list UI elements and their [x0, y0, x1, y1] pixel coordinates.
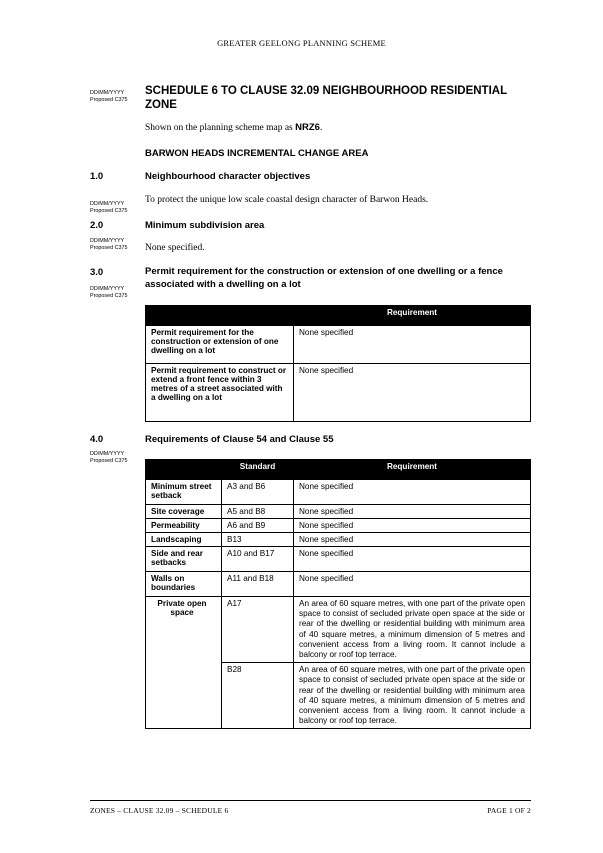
row-requirement: An area of 60 square metres, with one part of the private open space to consist of secluded private open space at the side or rear of the dwelling or residential building with minimum area of 40 square metres, a minimum dimension of 5 metres and convenient access from a living room. It cannot include a balcony or roof top terrace.: [294, 597, 531, 663]
row-label: Minimum street setback: [146, 480, 222, 505]
row-requirement: None specified: [294, 533, 531, 547]
zone-code: NRZ6: [295, 122, 320, 133]
page-title: SCHEDULE 6 TO CLAUSE 32.09 NEIGHBOURHOOD RESIDENTIAL ZONE: [145, 85, 507, 111]
permit-requirement-table: [145, 305, 531, 422]
shown-on-prefix: Shown on the planning scheme map as: [145, 123, 296, 133]
row-label: Permit requirement to construct or extend a front fence within 3 metres of a street associated with a dwelling on a lot: [146, 364, 294, 422]
note-amendment: Proposed C375: [90, 293, 128, 299]
header-blank-cell: [146, 460, 222, 480]
table-row: [146, 505, 531, 519]
table-row: [146, 597, 531, 663]
footer-left: ZONES – CLAUSE 32.09 – SCHEDULE 6: [90, 806, 229, 815]
row-value: None specified: [294, 364, 531, 422]
row-requirement: None specified: [294, 480, 531, 505]
row-standard: A6 and B9: [222, 519, 294, 533]
note-amendment: Proposed C375: [90, 458, 128, 464]
table-row: [146, 572, 531, 597]
section-2-title: Minimum subdivision area: [145, 220, 265, 231]
section-2-note: [90, 238, 145, 252]
note-date: DD/MM/YYYY: [90, 451, 125, 457]
row-label: Landscaping: [146, 533, 222, 547]
section-3-note: [90, 286, 145, 300]
row-standard: A11 and B18: [222, 572, 294, 597]
area-heading: BARWON HEADS INCREMENTAL CHANGE AREA: [145, 148, 369, 159]
table-row: [146, 519, 531, 533]
section-4-title: Requirements of Clause 54 and Clause 55: [145, 434, 334, 445]
clause-54-55-table: [145, 459, 531, 729]
shown-on-text: [145, 122, 322, 133]
row-label: Walls on boundaries: [146, 572, 222, 597]
row-standard: B28: [222, 663, 294, 729]
row-label: Permit requirement for the construction or extension of one dwelling on a lot: [146, 326, 294, 364]
note-date: DD/MM/YYYY: [90, 90, 125, 96]
section-3-number: 3.0: [90, 267, 104, 278]
note-amendment: Proposed C375: [90, 208, 128, 214]
row-requirement: None specified: [294, 547, 531, 572]
row-requirement: An area of 60 square metres, with one part of the private open space to consist of secluded private open space at the side or rear of the dwelling or residential building with minimum area of 40 square metres, a minimum dimension of 5 metres and convenient access from a living room. It cannot include a balcony or roof top terrace.: [294, 663, 531, 729]
section-1-text: To protect the unique low scale coastal design character of Barwon Heads.: [145, 195, 429, 205]
header-blank-cell: [146, 306, 294, 326]
row-requirement: None specified: [294, 572, 531, 597]
row-value: None specified: [294, 326, 531, 364]
row-standard: A5 and B8: [222, 505, 294, 519]
note-amendment: Proposed C375: [90, 97, 128, 103]
section-4-note: [90, 451, 145, 465]
section-2-number: 2.0: [90, 220, 104, 231]
header-requirement: Requirement: [294, 306, 531, 326]
table-header-row: [146, 460, 531, 480]
shown-on-suffix: .: [319, 123, 323, 133]
row-standard: B13: [222, 533, 294, 547]
footer-divider: [90, 800, 531, 801]
table-row: [146, 547, 531, 572]
section-3-title: Permit requirement for the construction or extension of one dwelling or a fence associated with a dwelling on a lot: [145, 266, 503, 290]
footer-right: PAGE 1 OF 2: [487, 806, 531, 815]
section-4-number: 4.0: [90, 434, 104, 445]
row-label: Private open space: [146, 597, 222, 729]
row-requirement: None specified: [294, 505, 531, 519]
table-row: [146, 533, 531, 547]
title-date-note: [90, 90, 145, 104]
note-date: DD/MM/YYYY: [90, 238, 125, 244]
table-row: [146, 326, 531, 364]
row-label: Permeability: [146, 519, 222, 533]
header-requirement: Requirement: [294, 460, 531, 480]
page-header: GREATER GEELONG PLANNING SCHEME: [217, 38, 386, 48]
section-1-number: 1.0: [90, 171, 104, 182]
table-row: [146, 364, 531, 422]
row-standard: A3 and B6: [222, 480, 294, 505]
row-label: Side and rear setbacks: [146, 547, 222, 572]
note-date: DD/MM/YYYY: [90, 201, 125, 207]
note-amendment: Proposed C375: [90, 245, 128, 251]
table-header-row: [146, 306, 531, 326]
note-date: DD/MM/YYYY: [90, 286, 125, 292]
row-standard: A10 and B17: [222, 547, 294, 572]
section-1-note: [90, 201, 145, 215]
section-1-title: Neighbourhood character objectives: [145, 171, 311, 182]
row-label: Site coverage: [146, 505, 222, 519]
table-row: [146, 480, 531, 505]
row-standard: A17: [222, 597, 294, 663]
header-standard: Standard: [222, 460, 294, 480]
row-requirement: None specified: [294, 519, 531, 533]
section-2-text: None specified.: [145, 243, 205, 253]
